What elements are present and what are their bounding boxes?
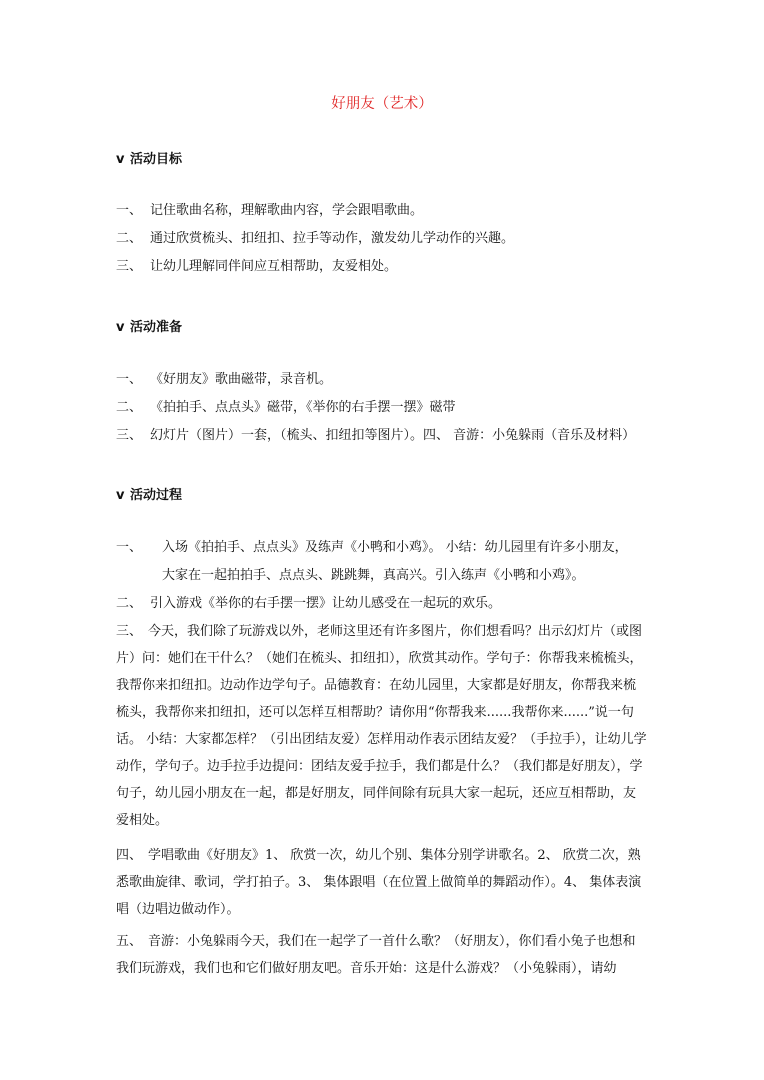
list-item bbox=[116, 594, 501, 614]
list-item-number: 五、 bbox=[116, 934, 143, 949]
list-item-text: 音游：小兔躲雨今天，我们在一起学了一首什么歌？（好朋友），你们看小兔子也想和我们玩游戏，我们也和它们做好朋友吧。音乐开始：这是什么游戏？（小兔躲雨），请幼 bbox=[116, 934, 636, 976]
section-heading-process bbox=[116, 484, 182, 503]
list-item-number: 三、 bbox=[116, 624, 143, 639]
list-item-text: 引入游戏《举你的右手摆一摆》让幼儿感受在一起玩的欢乐。 bbox=[150, 596, 502, 611]
list-item-text: 《拍拍手、点点头》磁带，《举你的右手摆一摆》磁带 bbox=[150, 400, 456, 415]
section-heading-label: 活动目标 bbox=[130, 152, 183, 167]
list-item-text: 入场《拍拍手、点点头》及练声《小鸭和小鸡》。 小结：幼儿园里有许多小朋友， bbox=[162, 540, 628, 555]
list-item bbox=[116, 398, 456, 418]
list-item bbox=[116, 201, 423, 221]
bullet-marker: v bbox=[116, 320, 125, 335]
list-item-number: 三、 bbox=[116, 259, 143, 274]
list-item-text: 幻灯片（图片）一套，（梳头、扣纽扣等图片）。四、 音游：小兔躲雨（音乐及材料） bbox=[150, 428, 636, 443]
bullet-marker: v bbox=[116, 152, 125, 167]
list-item-number: 一、 bbox=[116, 540, 143, 555]
list-item bbox=[116, 257, 397, 277]
list-item-number: 一、 bbox=[116, 203, 143, 218]
list-item-text: 学唱歌曲《好朋友》1、 欣赏一次，幼儿个别、集体分别学讲歌名。2、 欣赏二次，熟悉歌曲旋律、歌词，学打拍子。3、 集体跟唱（在位置上做简单的舞蹈动作）。4、 集体表演唱（边唱边做动作）。 bbox=[116, 848, 642, 917]
list-item-text: 让幼儿理解同伴间应互相帮助，友爱相处。 bbox=[150, 259, 398, 274]
list-item bbox=[116, 538, 628, 558]
list-item-paragraph bbox=[116, 928, 648, 982]
list-item-continuation: 大家在一起拍拍手、点点头、跳跳舞，真高兴。引入练声《小鸭和小鸡》。 bbox=[162, 568, 585, 583]
list-item-text: 今天，我们除了玩游戏以外，老师这里还有许多图片，你们想看吗？出示幻灯片（或图片）问：她们在干什么？（她们在梳头、扣纽扣），欣赏其动作。学句子：你帮我来梳梳头，我帮你来扣纽扣。边动作边学句子。品德教育：在幼儿园里，大家都是好朋友，你帮我来梳梳头，我帮你来扣纽扣，还可以怎样互相帮助？请你用“你帮我来......我帮你来......”说一句话。 小结：大家都怎样？（引出团结友爱）怎样用动作表示团结友爱？（手拉手），让幼儿学动作，学句子。边手拉手边提问：团结友爱手拉手，我们都是什么？（我们都是好朋友），学句子，幼儿园小朋友在一起，都是好朋友，同伴间除有玩具大家一起玩，还应互相帮助，友爱相处。 bbox=[116, 624, 647, 828]
list-item-number: 三、 bbox=[116, 428, 143, 443]
list-item-number: 四、 bbox=[116, 848, 143, 863]
list-item bbox=[116, 229, 514, 249]
list-item-paragraph bbox=[116, 618, 648, 834]
document-title: 好朋友（艺术） bbox=[331, 96, 433, 112]
section-heading-label: 活动准备 bbox=[130, 320, 183, 335]
list-item-text: 记住歌曲名称，理解歌曲内容，学会跟唱歌曲。 bbox=[150, 203, 424, 218]
list-item-number: 二、 bbox=[116, 596, 143, 611]
list-item bbox=[116, 370, 332, 390]
list-item-paragraph bbox=[116, 842, 648, 923]
list-item-number: 二、 bbox=[116, 400, 143, 415]
list-item-text: 通过欣赏梳头、扣纽扣、拉手等动作，激发幼儿学动作的兴趣。 bbox=[150, 231, 515, 246]
list-item bbox=[116, 426, 635, 446]
bullet-marker: v bbox=[116, 488, 125, 503]
section-heading-label: 活动过程 bbox=[130, 488, 183, 503]
list-item-number: 二、 bbox=[116, 231, 143, 246]
section-heading-goals bbox=[116, 148, 182, 167]
list-item-text: 《好朋友》歌曲磁带，录音机。 bbox=[150, 372, 333, 387]
list-item-number: 一、 bbox=[116, 372, 143, 387]
section-heading-prep bbox=[116, 316, 182, 335]
